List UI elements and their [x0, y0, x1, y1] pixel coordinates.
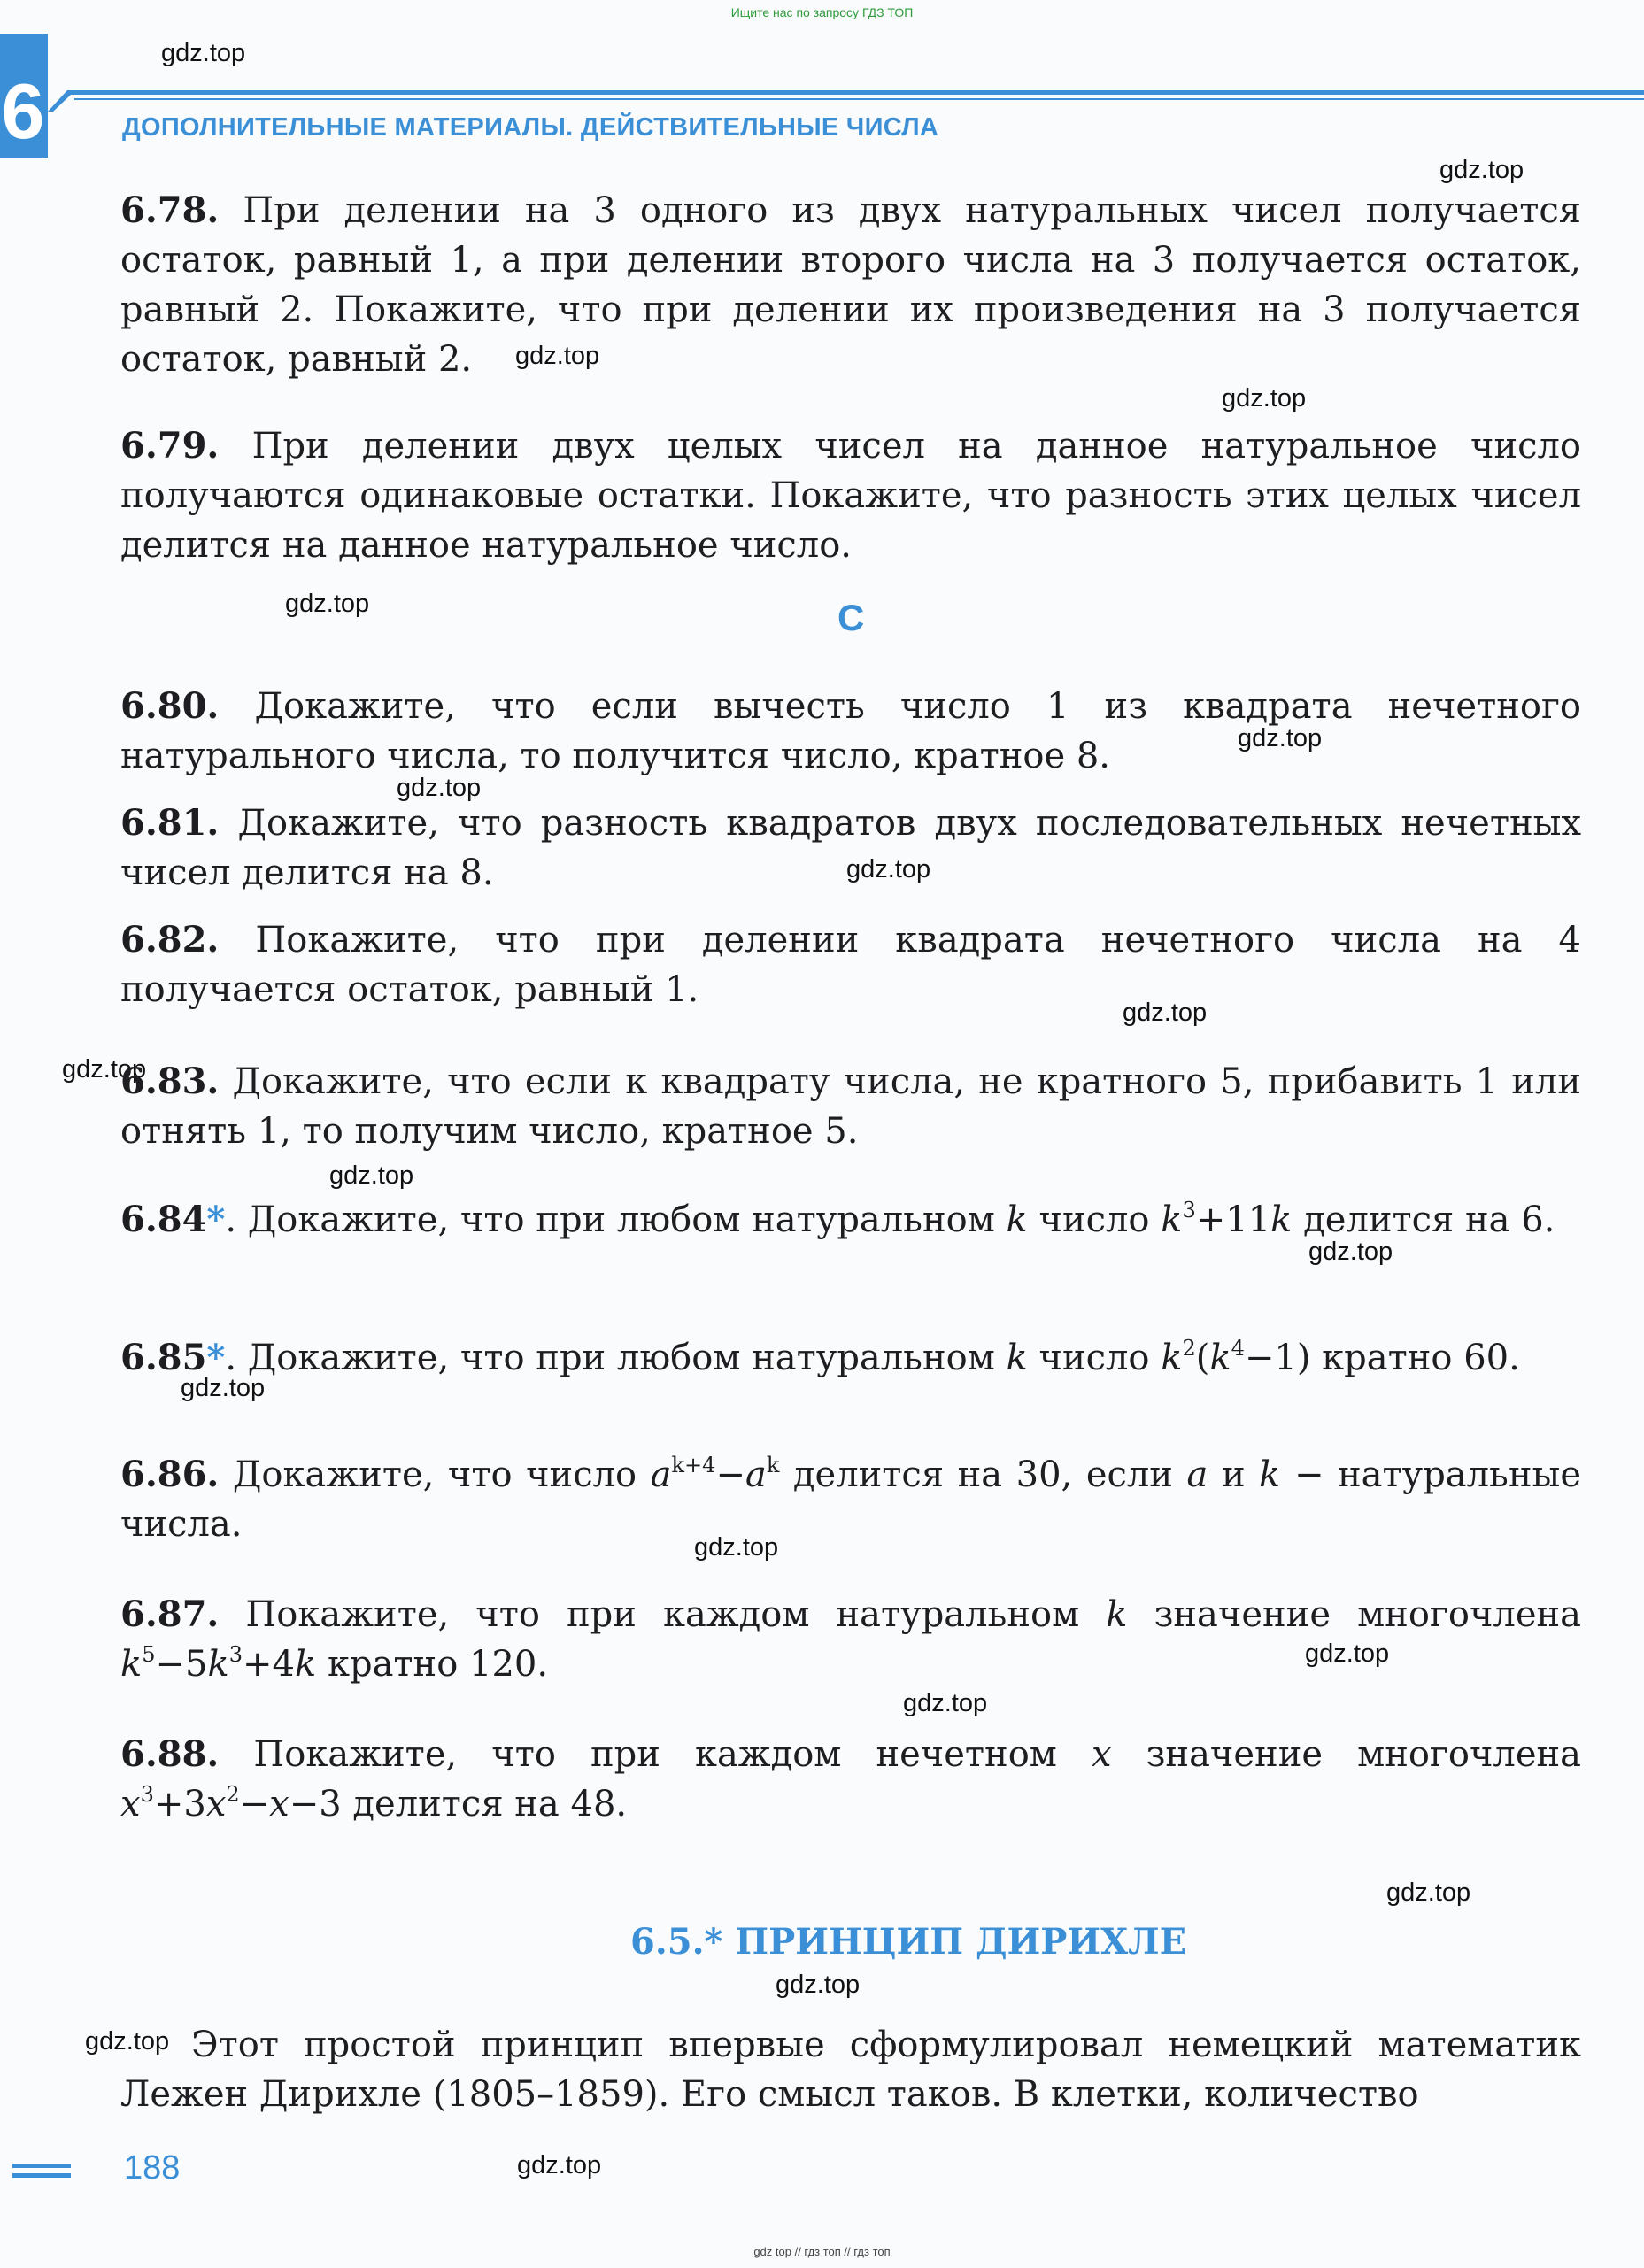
variable: k — [1161, 1200, 1183, 1240]
exponent: k — [766, 1453, 780, 1477]
text-fragment: делится на 30, если — [779, 1454, 1187, 1495]
text-fragment: значение многочлена — [1127, 1594, 1581, 1635]
top-notice: Ищите нас по запросу ГДЗ ТОП — [730, 5, 914, 19]
variable: k — [1006, 1338, 1028, 1378]
subsection-title: 6.5.* ПРИНЦИП ДИРИХЛЕ — [630, 1921, 1187, 1963]
problem-6-83 — [120, 1057, 1581, 1156]
text-fragment: . Докажите, что при любом натуральном — [225, 1200, 1007, 1240]
text-fragment: делится на 6. — [1292, 1200, 1555, 1240]
variable: k — [1106, 1594, 1128, 1635]
watermark-text: gdz.top — [161, 39, 246, 67]
variable: x — [120, 1784, 141, 1824]
problem-number: 6.85 — [120, 1337, 207, 1378]
text-fragment: Докажите, что число — [219, 1454, 651, 1495]
watermark-text: gdz.top — [181, 1374, 266, 1402]
problem-text: Докажите, что если вычесть число 1 из квадрата нечетного натурального числа, то получится число, кратное 8. — [120, 686, 1581, 776]
variable: k — [1006, 1200, 1028, 1240]
watermark-text: gdz.top — [329, 1161, 414, 1190]
text-fragment: . Докажите, что при любом натуральном — [225, 1338, 1007, 1378]
variable: x — [1091, 1734, 1112, 1775]
text-fragment: число — [1027, 1200, 1162, 1240]
exponent: 4 — [1231, 1336, 1245, 1361]
watermark-text: gdz.top — [1222, 384, 1307, 413]
bar — [12, 2164, 71, 2168]
problem-6-78 — [120, 186, 1581, 384]
problem-number: 6.78. — [120, 189, 220, 231]
watermark-text: gdz.top — [62, 1055, 147, 1084]
variable: k — [1270, 1200, 1293, 1240]
problem-number: 6.83. — [120, 1061, 220, 1102]
text-fragment: − натуральные числа. — [120, 1454, 1582, 1545]
text-fragment: −3 делится на 48. — [289, 1784, 628, 1824]
watermark-text: gdz.top — [1308, 1238, 1393, 1266]
text-fragment: ( — [1195, 1338, 1210, 1378]
watermark-text: gdz.top — [517, 2151, 602, 2179]
problem-text: При делении двух целых чисел на данное натуральное число получаются одинаковые остатки. Покажите, что разность этих целых чисел делится на данное натуральное число. — [120, 426, 1581, 566]
variable: x — [205, 1784, 227, 1824]
watermark-text: gdz.top — [1439, 156, 1524, 184]
problem-6-85 — [120, 1333, 1581, 1383]
problem-text: При делении на 3 одного из двух натуральных чисел получается остаток, равный 1, а при делении второго числа на 3 получается остаток, равный 2. Покажите, что при делении их произведения на 3 получается остаток, равный 2. — [120, 190, 1581, 380]
exponent: 3 — [1182, 1198, 1196, 1223]
problem-6-84 — [120, 1195, 1581, 1245]
variable: k — [1209, 1338, 1231, 1378]
page-number-bars — [12, 2164, 71, 2183]
star-mark: * — [206, 1337, 226, 1378]
variable: a — [650, 1454, 672, 1495]
problem-number: 6.86. — [120, 1454, 220, 1495]
text-fragment: и — [1208, 1454, 1260, 1495]
header-rule — [48, 85, 1644, 112]
watermark-text: gdz.top — [285, 590, 370, 618]
text-fragment: −1) кратно 60. — [1244, 1338, 1520, 1378]
variable: a — [1186, 1454, 1208, 1495]
text-fragment: кратно 120. — [316, 1644, 549, 1685]
variable: a — [745, 1454, 767, 1495]
watermark-text: gdz.top — [1123, 999, 1208, 1027]
watermark-text: gdz.top — [85, 2027, 170, 2056]
problem-number: 6.80. — [120, 685, 220, 727]
exponent: 5 — [142, 1642, 156, 1667]
exponent: 2 — [226, 1782, 240, 1807]
star-mark: * — [206, 1199, 226, 1240]
problem-number: 6.84 — [120, 1199, 207, 1240]
text-fragment: Покажите, что при каждом натуральном — [219, 1594, 1107, 1635]
dirichlet-paragraph: Этот простой принцип впервые сформулировал немецкий математик Лежен Дирихле (1805–1859). Его смысл таков. В клетки, количество — [120, 2025, 1581, 2115]
variable: k — [120, 1644, 143, 1685]
watermark-text: gdz.top — [694, 1533, 779, 1562]
footer-notice: gdz top // гдз топ // гдз топ — [753, 2245, 891, 2258]
problem-6-79 — [120, 421, 1581, 570]
problem-6-80 — [120, 682, 1581, 781]
text-fragment: +4 — [243, 1644, 295, 1685]
exponent: 3 — [228, 1642, 243, 1667]
variable: k — [1259, 1454, 1281, 1495]
watermark-text: gdz.top — [846, 855, 931, 883]
watermark-text: gdz.top — [776, 1971, 861, 1999]
problem-number: 6.88. — [120, 1733, 220, 1775]
problem-6-82 — [120, 915, 1581, 1014]
watermark-text: gdz.top — [903, 1689, 988, 1717]
text-fragment: − — [239, 1784, 270, 1824]
problem-number: 6.81. — [120, 802, 220, 844]
exponent: k+4 — [671, 1453, 716, 1477]
section-title: ДОПОЛНИТЕЛЬНЫЕ МАТЕРИАЛЫ. ДЕЙСТВИТЕЛЬНЫЕ ЧИСЛА — [122, 113, 939, 142]
problem-6-86 — [120, 1450, 1581, 1549]
problem-number: 6.82. — [120, 919, 220, 960]
problem-text: Докажите, что если к квадрату числа, не кратного 5, прибавить 1 или отнять 1, то получим число, кратное 5. — [120, 1061, 1581, 1152]
text-fragment: −5 — [155, 1644, 208, 1685]
watermark-text: gdz.top — [397, 774, 482, 802]
text-fragment: +3 — [153, 1784, 206, 1824]
text-fragment: +11 — [1195, 1200, 1271, 1240]
watermark-text: gdz.top — [1305, 1639, 1390, 1668]
text-fragment: Покажите, что при каждом нечетном — [219, 1734, 1092, 1775]
problem-number: 6.79. — [120, 425, 220, 467]
text-fragment: число — [1027, 1338, 1162, 1378]
watermark-text: gdz.top — [1238, 724, 1323, 752]
problem-6-81 — [120, 798, 1581, 898]
exponent: 3 — [140, 1782, 154, 1807]
bar — [12, 2173, 71, 2178]
difficulty-level-c: C — [837, 597, 865, 638]
variable: x — [269, 1784, 289, 1824]
problem-text: Покажите, что при делении квадрата нечетного числа на 4 получается остаток, равный 1. — [120, 920, 1581, 1010]
watermark-text: gdz.top — [1386, 1878, 1471, 1907]
variable: k — [1161, 1338, 1183, 1378]
problem-6-88 — [120, 1730, 1581, 1829]
exponent: 2 — [1182, 1336, 1196, 1361]
variable: k — [207, 1644, 229, 1685]
page-number: 188 — [124, 2149, 181, 2187]
problem-number: 6.87. — [120, 1593, 220, 1635]
problem-text: Докажите, что разность квадратов двух последовательных нечетных чисел делится на 8. — [120, 803, 1581, 893]
text-fragment: значение многочлена — [1111, 1734, 1582, 1775]
problem-6-87 — [120, 1590, 1581, 1689]
text-fragment: − — [715, 1454, 745, 1495]
variable: k — [295, 1644, 317, 1685]
watermark-text: gdz.top — [515, 342, 600, 370]
chapter-number: 6 — [1, 67, 45, 155]
chapter-tab — [0, 34, 55, 158]
